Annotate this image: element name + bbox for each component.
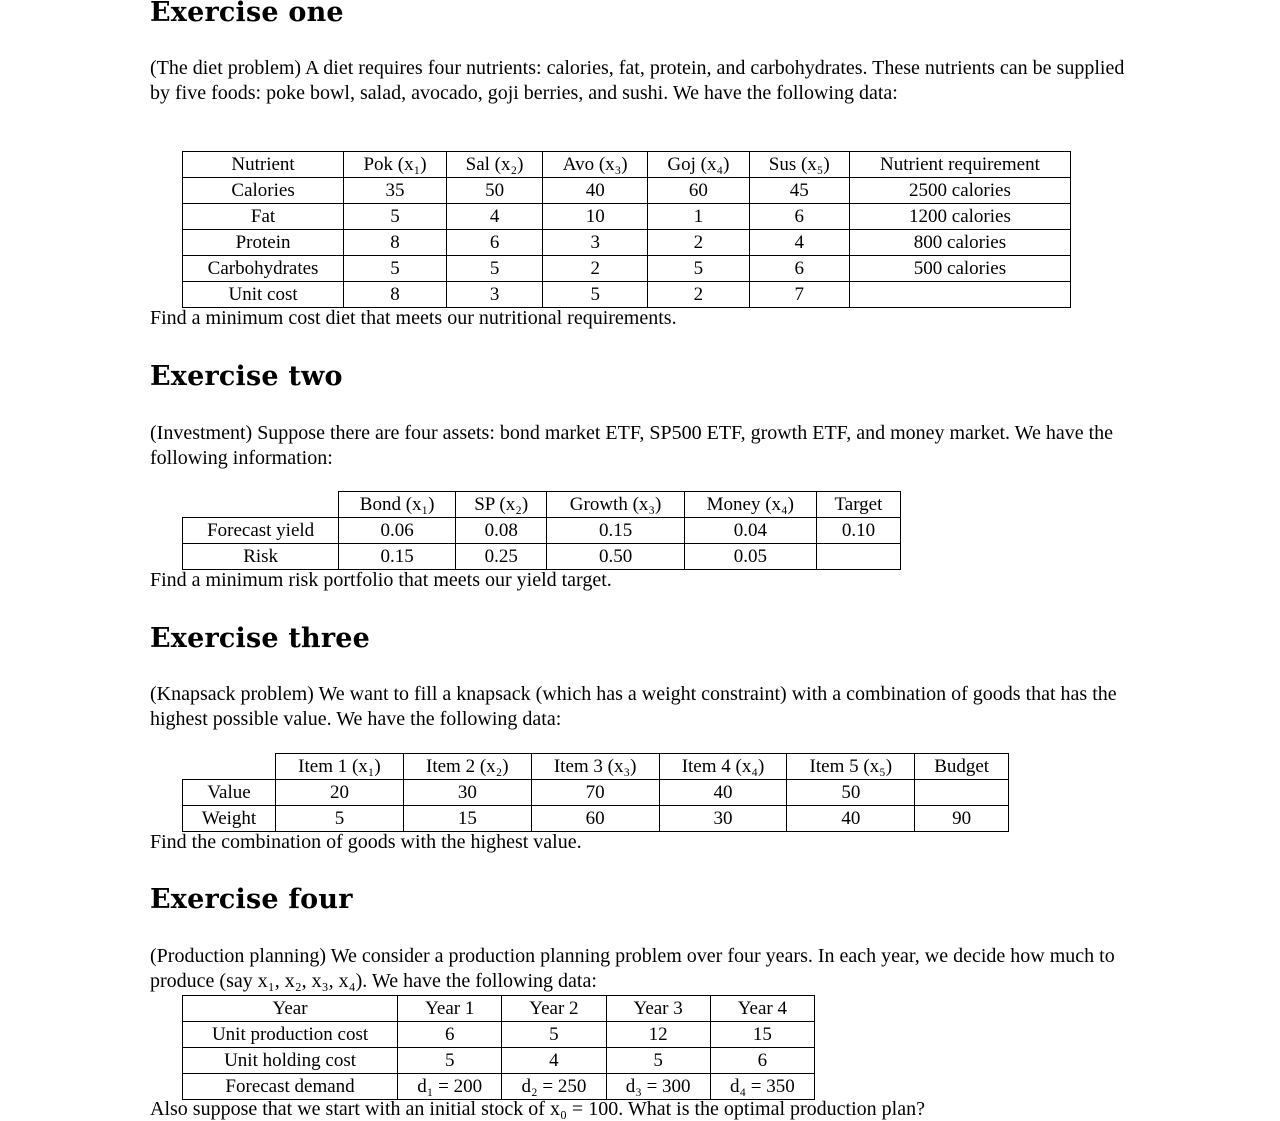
table-cell: 35 [344,178,447,204]
table-cell: 2500 calories [849,178,1070,204]
header-cell: Item 2 (x₂) [403,754,531,780]
table-header-row [183,492,901,518]
diet-table [182,151,1071,308]
table-cell: 60 [531,806,659,832]
table-header-row [183,754,1009,780]
header-cell: Year [183,996,398,1022]
table-cell: 40 [543,178,648,204]
header-cell: Item 1 (x₁) [276,754,404,780]
header-cell: Sal (x₂) [446,152,542,178]
table-cell: 40 [659,780,787,806]
exercise-three-title: Exercise three [150,623,371,654]
table-cell [915,780,1009,806]
table-cell: 60 [648,178,749,204]
knapsack-table [182,753,1009,832]
table-cell: 6 [749,256,849,282]
table-cell: 0.08 [455,518,546,544]
table-row [183,518,901,544]
table-cell: 4 [446,204,542,230]
header-cell: SP (x₂) [455,492,546,518]
table-cell: 5 [276,806,404,832]
table-cell: d₂ = 250 [502,1074,606,1100]
table-cell: 2 [543,256,648,282]
exercise-four-title: Exercise four [150,884,353,915]
exercise-two-title: Exercise two [150,361,343,392]
table-cell: 0.05 [684,544,816,570]
row-label: Fat [183,204,344,230]
table-cell: 5 [398,1048,502,1074]
header-cell: Avo (x₃) [543,152,648,178]
header-cell: Goj (x₄) [648,152,749,178]
header-cell: Growth (x₃) [547,492,684,518]
table-cell: 2 [648,282,749,308]
exercise-four-question: Also suppose that we start with an initial stock of x₀ = 100. What is the optimal production plan? [150,1098,925,1120]
header-cell: Nutrient requirement [849,152,1070,178]
table-cell: 5 [648,256,749,282]
table-cell: 8 [344,282,447,308]
row-label: Weight [183,806,276,832]
table-cell: d₃ = 300 [606,1074,710,1100]
row-label: Protein [183,230,344,256]
table-cell: 1 [648,204,749,230]
table-cell: 15 [403,806,531,832]
table-row [183,1074,815,1100]
table-cell: 15 [710,1022,814,1048]
table-cell: d₁ = 200 [398,1074,502,1100]
table-cell [849,282,1070,308]
header-cell: Year 2 [502,996,606,1022]
table-row [183,204,1071,230]
table-cell: 800 calories [849,230,1070,256]
row-label: Forecast demand [183,1074,398,1100]
table-cell: 0.04 [684,518,816,544]
row-label: Risk [183,544,339,570]
table-cell: 6 [749,204,849,230]
header-cell: Item 4 (x₄) [659,754,787,780]
table-cell: d₄ = 350 [710,1074,814,1100]
table-cell: 90 [915,806,1009,832]
table-cell: 0.10 [816,518,900,544]
row-label: Unit holding cost [183,1048,398,1074]
table-cell: 500 calories [849,256,1070,282]
exercise-two-question: Find a minimum risk portfolio that meets our yield target. [150,569,612,591]
table-cell: 4 [502,1048,606,1074]
table-row [183,256,1071,282]
table-cell: 0.15 [339,544,456,570]
header-cell: Bond (x₁) [339,492,456,518]
table-cell: 6 [446,230,542,256]
table-cell: 5 [344,204,447,230]
table-cell [816,544,900,570]
table-cell: 30 [659,806,787,832]
exercise-four-paragraph: (Production planning) We consider a production planning problem over four years. In each year, we decide how much to produce (say x₁, x₂, x₃, x₄). We have the following data: [150,945,1115,992]
table-cell: 5 [446,256,542,282]
table-cell: 70 [531,780,659,806]
exercise-three-question: Find the combination of goods with the highest value. [150,831,582,853]
table-cell: 5 [344,256,447,282]
header-cell: Year 3 [606,996,710,1022]
table-cell: 12 [606,1022,710,1048]
exercise-one-paragraph: (The diet problem) A diet requires four nutrients: calories, fat, protein, and carbohydrates. These nutrients can be supplied by five foods: poke bowl, salad, avocado, goji berries, and sushi. We have the following data: [150,57,1125,104]
header-cell: Pok (x₁) [344,152,447,178]
table-cell: 4 [749,230,849,256]
exercise-two-paragraph: (Investment) Suppose there are four assets: bond market ETF, SP500 ETF, growth ETF, and money market. We have the following information: [150,422,1114,469]
table-cell: 10 [543,204,648,230]
table-cell: 0.50 [547,544,684,570]
header-cell: Item 5 (x₅) [787,754,915,780]
table-cell: 6 [710,1048,814,1074]
row-label: Unit production cost [183,1022,398,1048]
header-cell: Target [816,492,900,518]
table-cell: 1200 calories [849,204,1070,230]
header-cell: Item 3 (x₃) [531,754,659,780]
exercise-one-title: Exercise one [150,0,344,28]
row-label: Value [183,780,276,806]
exercise-three-paragraph: (Knapsack problem) We want to fill a knapsack (which has a weight constraint) with a combination of goods that has the highest possible value. We have the following data: [150,683,1117,730]
table-cell: 2 [648,230,749,256]
table-cell: 0.15 [547,518,684,544]
table-row [183,230,1071,256]
table-cell: 0.25 [455,544,546,570]
table-cell: 5 [606,1048,710,1074]
row-label: Forecast yield [183,518,339,544]
table-cell: 0.06 [339,518,456,544]
table-cell: 5 [543,282,648,308]
header-cell: Year 1 [398,996,502,1022]
header-cell: Money (x₄) [684,492,816,518]
row-label: Carbohydrates [183,256,344,282]
table-row [183,544,901,570]
table-cell: 5 [502,1022,606,1048]
table-cell: 8 [344,230,447,256]
table-cell: 50 [446,178,542,204]
header-cell [183,754,276,780]
header-cell: Year 4 [710,996,814,1022]
table-row [183,178,1071,204]
table-header-row [183,152,1071,178]
header-cell [183,492,339,518]
production-table [182,995,815,1100]
header-cell: Budget [915,754,1009,780]
header-cell: Sus (x₅) [749,152,849,178]
table-cell: 30 [403,780,531,806]
table-cell: 40 [787,806,915,832]
table-row [183,1022,815,1048]
table-row [183,282,1071,308]
table-cell: 7 [749,282,849,308]
row-label: Unit cost [183,282,344,308]
table-header-row [183,996,815,1022]
table-cell: 45 [749,178,849,204]
row-label: Calories [183,178,344,204]
table-cell: 3 [446,282,542,308]
table-cell: 20 [276,780,404,806]
table-cell: 6 [398,1022,502,1048]
table-cell: 50 [787,780,915,806]
table-row [183,780,1009,806]
table-cell: 3 [543,230,648,256]
table-row [183,1048,815,1074]
table-row [183,806,1009,832]
investment-table [182,491,901,570]
exercise-one-question: Find a minimum cost diet that meets our nutritional requirements. [150,307,677,329]
header-cell: Nutrient [183,152,344,178]
